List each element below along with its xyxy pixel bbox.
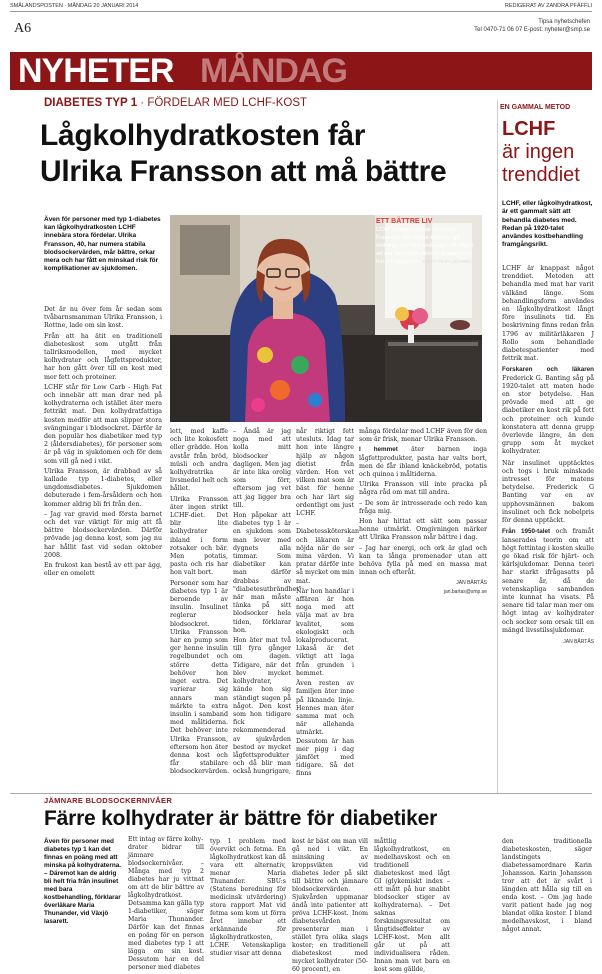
paragraph: När hon handlar i affären är hon noga med att välja mat av bra kvalitet, som ekologiskt och lokalproducerat. Likaså är det viktigt att laga från grunden i hemmet. — [296, 587, 354, 677]
masthead-divider — [10, 11, 592, 12]
sidebar-label: EN GAMMAL METOD — [500, 104, 571, 111]
section-divider — [10, 793, 592, 794]
article-column-5 — [359, 428, 487, 596]
contact-line-2: Tel 0470-71 06 07 E-post: nyheter@smp.se — [474, 27, 590, 33]
sidebar-headline — [502, 118, 594, 187]
photo-caption-text: LCHF-kosten innebär att Ulrika Fransson inte längre behöver gå omkring och vara småsugen på något att äta hela tiden. Hon är gladare och har ett piggare liv. — [376, 227, 473, 265]
article2-column-5: måttlig lågkolhydratkost, en medelhavskost och en traditionell diabeteskost med lågt GI (glykemiskt index – ett mått på hur snabbt blodsocker stiger av kolhydraterna). – Det saknas forskningsresultat om långtidseffekter av LCHF-kost. Men allt går ut på att individualisera råden. Innan man vet bara en kost som gällde, — [374, 838, 450, 973]
photo-caption-head: ETT BÄTTRE LIV — [376, 218, 433, 225]
article2-topic: JÄMNARE BLODSOCKERNIVÅER — [44, 796, 173, 805]
article2-column-1: Ett intag av färre kolhy- — [128, 836, 204, 843]
paragraph: – Diabetessköterskan och läkaren är nöjda när de ser mina värden. Vi pratar därför inte så mycket om min mat. — [296, 520, 360, 585]
paragraph: LCHF står för Low Carb - High Fat och innebär att man drar ned på kolhydraterna och istället äter mera fettrikt mat. Den kolhydratfattiga kosten medför att man slipper stora svängningar i blodsockret. Därför är den populär hos diabetiker med typ 2 (åldersdiabetes), för personer som är på väg in sjukdomen och för dem som vill gå ned i vikt. — [44, 383, 162, 465]
paragraph: Hon har hittat ett sätt som passar henne utmärkt. Omgivningen märker att Ulrika Fransson mår bättre i dag. — [359, 518, 487, 542]
headline-line-1: Lågkolhydratkosten får — [40, 119, 366, 152]
paragraph: – Jag var gravid med första barnet och det var viktigt för mig att få bättre blodsockervärden. Därför prövade jag denna kost, som jag nu har hållit fast vid sedan oktober 2008. — [44, 510, 162, 559]
photo-caption — [376, 218, 476, 266]
paragraph: Hon äter mat två till fyra gånger om dagen. Tidigare, när det blev mycket kolhydrater, kände hon sig ständigt sugen på något. Den kost som hon tidigare fick rekommenderad av sjukvården bestod av mycket lågfettsprodukter och då blir man också hungrigare, — [233, 637, 291, 776]
article2-headline: Färre kolhydrater är bättre för diabetiker — [44, 807, 438, 830]
headline-line-2: Ulrika Fransson att må bättre — [40, 155, 447, 188]
paragraph: Ulrika Fransson vill inte pracka på några råd om mat till andra. — [359, 481, 487, 497]
paragraph: Hon påpekar att diabetes typ 1 är en sjukdom som man lever med dygnets alla timmar. Som diabetiker kan man därför drabbas av "diabetesutbrändhet" när man måste tänka på sitt blodsocker hela tiden, förklarar hon. — [233, 512, 302, 634]
paragraph: Forskaren och läkaren Frederick G. Banting såg på 1920-talet att maten hade en stor betydelse. Han prövade med att ge diabetiker en kost rik på fett och proteiner och kunde konstatera att denna grupp överlevde längre, än den grupp som åt mycket kolhydrater. — [502, 366, 594, 456]
article-byline: JAN BÅRTÅS — [456, 580, 487, 587]
article2-column-4: kost är bäst om man vill gå ned i vikt. En minskning av kroppsvikten vid diabetes leder på sikt till bättre och jämnare blodsockervärden. Sjukvården uppmanar ändå inte patienter att pröva LCHF-kost. Inom diabetesvården presenterar man i stället fyra olika slags koster; en traditionell diabeteskost med mycket kolhydrater (50-60 procent), en — [292, 838, 368, 973]
sidebar-divider — [497, 100, 498, 793]
paragraph: I hemmet äter barnen inga lågfettprodukter, pasta har valts bort, men de får ibland knäckebröd, potatis och quinoa i måltiderna. — [359, 446, 487, 479]
paragraph: lett, med kaffe och lite kokosfett eller grädde. Hon avstår från bröd, müsli och andra kolhydratrika livsmedel helt och hållet. — [170, 428, 228, 493]
paragraph: En frukost kan bestå av ett par ägg, eller en omelett — [44, 562, 162, 578]
sidebar-headline-rest: är ingen trenddiet — [502, 141, 580, 186]
sidebar-lead: LCHF, eller lågkolhydratkost, är ett gammalt sätt att behandla diabetes med. Redan på 1920-talet användes kostbehandling framgångsrikt. — [502, 200, 593, 249]
article2-column-6: den traditionella diabeteskosten, säger landstingets diabetessamordnare Karin Johansson. Karin Johansson tror att det är svårt i längden att hålla sig till en enda kost. – Om jag hade varit patient hade jag nog blandat olika koster. I bland medelhavskost, i bland något annat. — [502, 838, 592, 933]
sidebar-body — [502, 265, 594, 646]
masthead-left: SMÅLANDSPOSTEN · MÅNDAG 20 JANUARI 2014 — [10, 3, 139, 9]
paragraph: – De som är intresserade och redo kan fråga mig. — [359, 499, 487, 515]
page-number: A6 — [14, 21, 32, 36]
paragraph: Från att ha ätit en traditionell diabeteskost som utgått från tallriksmodellen, med mycket kolhydrater och lågfettsprodukter, har hon gått över till en kost med mer fett och proteiner. — [44, 332, 162, 381]
sidebar-headline-lchf: LCHF — [502, 118, 556, 140]
banner-word-nyheter: NYHETER — [18, 52, 174, 90]
contact-line-1: Tipsa nyhetschefen — [538, 19, 590, 25]
paragraph: Personer som har diabetes typ 1 är beroende av insulin. Insulinet reglerar blodsockret. Ulrika Fransson har en pump som ger henne insulin regelbundet och större detta behöver hon inget extra. Det varierar sig annars man märkte ta extra insulin i samband med måltiderna. Det behöver inte Ulrika Fransson, eftersom hon äter denna kost och får stabilare blodsockervärden. — [170, 579, 230, 776]
article-column-3 — [233, 428, 302, 779]
article-lead: Även för personer med typ 1-diabetes kan lågkolhydratkosten LCHF innebära stora fördelar. Ulrika Fransson, 40, har numera stabila blodsockervärden, mår bättre, orkar mera och har fått en minskad risk för komplikationer av sjukdomen. — [44, 216, 161, 273]
article2-column-3: typ 1 problem med övervikt och fetma. En lågkolhydratkost kan då vara ett alternativ, menar Maria Thunander. SBU:s (Statens beredning för medicinsk utvärdering) stora rapport Mat vid fetma som kom ut förra året innebar ett erkännande för lågkolhydratkosten, LCHF. Vetenskapliga studier visar att denna — [210, 838, 286, 957]
article2-lead: Även för personer med diabetes typ 1 kan det finnas en poäng med att minska på kolhydraterna. – Däremot kan de aldrig bli helt fria från insulinet med bara kostbehandling, förklarar överläkare Maria Thunander, vid Växjö lasarett. — [44, 838, 122, 925]
section-banner — [10, 52, 592, 90]
paragraph: Ulrika Fransson äter ingen strikt LCHF-diet. Det blir lite kolhydrater ibland i form rotsaker och bär. Men potatis, pasta och ris har hon valt bort. — [170, 495, 228, 577]
sidebar-byline: JAN BÅRTÅS — [563, 638, 594, 645]
paragraph: – Ändå är jag noga med att kolla mitt blodsocker dagligen. Men jag är inte lika orolig som förr, eftersom jag vet att jag ligger bra till. — [233, 428, 291, 509]
article-headline — [40, 118, 490, 190]
article-byline-email: jan.bartas@smp.se — [443, 588, 487, 595]
article-column-2 — [170, 428, 228, 779]
paragraph: når riktigt fett utesluts. Idag tar hon inte längre hjälp av någon dietist från värden. Hon vet vilken mat som är bäst för henne och har lärt sig ordentligt om just LCHF. — [296, 428, 354, 518]
paragraph: Från 1950-talet och framåt lanserades teorin om att högt fettintag i kosten skulle ge ökad risk för hjärt- och kärlsjukdomar. Denna teori har starkt ifrågasatts på senare år, då de vetenskapliga sambanden inte kunnat ha visats. På senare tid talar man mer om högt intag av kolhydrater och socker som orsak till en mängd livsstilssjukdomar. — [502, 528, 594, 634]
article-column-1 — [44, 306, 162, 581]
paragraph-subhead: I hemmet — [359, 446, 398, 454]
masthead — [10, 3, 592, 11]
banner-word-mandag: MÅNDAG — [200, 52, 347, 90]
topic-bold: DIABETES TYP 1 — [44, 97, 138, 109]
paragraph-subhead: Från 1950-talet — [502, 528, 551, 536]
topic-rest: · FÖRDELAR MED LCHF-KOST — [137, 97, 308, 109]
paragraph-subhead: Forskaren och läkaren — [502, 366, 594, 374]
contact-box — [410, 18, 590, 34]
paragraph: Även resten av familjen äter inne på liknande linje. Hennes man äter samma mat och när allehanda utmärkt. Dessutom är han mer pigg i dag jämfört med tidigare. Så det finns — [296, 680, 354, 778]
article2-column-2: drater bidrar till jämnare blodsockernivåer. – Många med typ 2 diabetes har ju vittnat om att de blir bättre av lågkolhydratkost. Detsamma kan gälla typ 1-diabetiker, säger Maria Thunander. Därför kan det finnas en poäng för en person med diabetes typ 1 att lägga om sin kost. Dessutom har en del personer med diabetes — [128, 844, 204, 971]
masthead-right: REDIGERAT AV ZANDRA PFÄFFLI — [504, 3, 592, 9]
paragraph: När insulinet upptäcktes och togs i bruk minskade intresset för matens betydelse. Frederick G Banting var en av upphovsmännen bakom insulinet och fick nobelpris för denna upptäckt. — [502, 459, 594, 525]
paragraph: LCHF är knappast något trenddiet. Metoden att behandla med mat har varit välkänd länge. Som behandlingsform användes en lågkolhydratkost långt före insulinets tid. En beskrivning finns redan från 1796 av militärläkaren J Rollo som behandlade diabetespatienter med fettrik mat. — [502, 265, 594, 363]
article-topic — [44, 97, 307, 109]
paragraph: Ulrika Fransson, är drabbad av så kallade typ 1-diabetes, eller ungdomsdiabetes. Sjukdomen debuterade i fem-årsåldern och hon kommer aldrig bli fri från den. — [44, 467, 162, 508]
paragraph: Det är nu över fem år sedan som tvåbarnsmamman Ulrika Fransson, i Rottne, lade om sin kost. — [44, 306, 162, 330]
article-column-4 — [296, 428, 360, 781]
photo-credit: FOTO: FILIP LJÖSSEN — [423, 259, 471, 264]
paragraph: – Jag har energi, och ork är glad och kan ta långa promenader utan att behöva fylla på med en massa mat innan och efteråt. — [359, 544, 487, 577]
paragraph: många fördelar med LCHF även för den som är frisk, menar Ulrika Fransson. — [359, 428, 487, 444]
